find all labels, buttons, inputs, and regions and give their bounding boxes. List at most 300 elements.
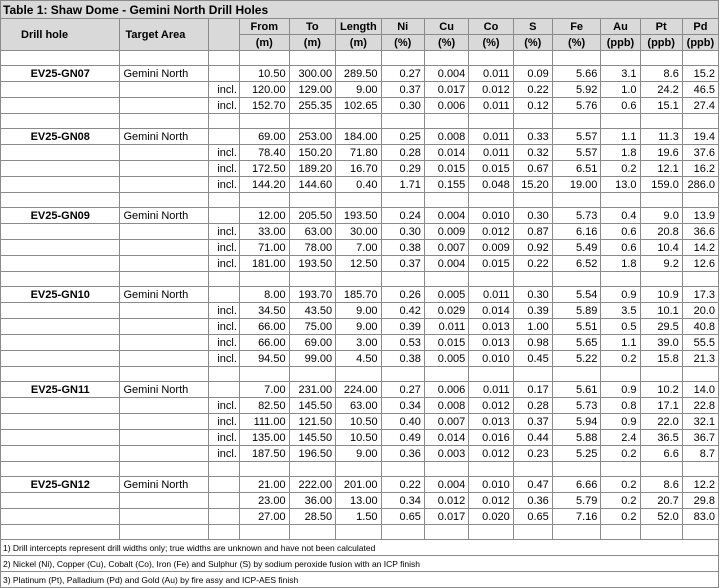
value-cu: 0.011 bbox=[424, 319, 468, 335]
table-row bbox=[1, 477, 719, 493]
spacer-cell bbox=[601, 114, 640, 129]
header-s-unit: (%) bbox=[513, 35, 552, 51]
spacer-cell bbox=[682, 193, 718, 208]
spacer-cell bbox=[640, 51, 682, 66]
value-cu: 0.005 bbox=[424, 287, 468, 303]
value-length: 9.00 bbox=[336, 319, 381, 335]
spacer-cell bbox=[552, 462, 601, 477]
value-s: 0.65 bbox=[513, 509, 552, 525]
value-length: 193.50 bbox=[336, 208, 381, 224]
value-to: 36.00 bbox=[289, 493, 336, 509]
table-row bbox=[1, 287, 719, 303]
value-ni: 0.40 bbox=[381, 414, 424, 430]
value-ni: 0.38 bbox=[381, 351, 424, 367]
value-length: 185.70 bbox=[336, 287, 381, 303]
value-from: 144.20 bbox=[239, 177, 289, 193]
spacer-row bbox=[1, 114, 719, 129]
spacer-cell bbox=[120, 462, 209, 477]
spacer-cell bbox=[289, 51, 336, 66]
incl-label: incl. bbox=[209, 161, 240, 177]
spacer-cell bbox=[239, 114, 289, 129]
value-pt: 8.6 bbox=[640, 477, 682, 493]
spacer-cell bbox=[469, 51, 513, 66]
drill-hole-id bbox=[1, 177, 120, 193]
drill-hole-id: EV25-GN11 bbox=[1, 382, 120, 398]
spacer-cell bbox=[120, 525, 209, 540]
target-area bbox=[120, 398, 209, 414]
value-pd: 37.6 bbox=[682, 145, 718, 161]
target-area bbox=[120, 256, 209, 272]
header-to-unit: (m) bbox=[289, 35, 336, 51]
spacer-row bbox=[1, 367, 719, 382]
spacer-row bbox=[1, 462, 719, 477]
spacer-cell bbox=[239, 193, 289, 208]
header-pd-unit: (ppb) bbox=[682, 35, 718, 51]
value-pd: 17.3 bbox=[682, 287, 718, 303]
value-to: 43.50 bbox=[289, 303, 336, 319]
table-row bbox=[1, 66, 719, 82]
target-area bbox=[120, 224, 209, 240]
value-cu: 0.009 bbox=[424, 224, 468, 240]
incl-label: incl. bbox=[209, 351, 240, 367]
target-area: Gemini North bbox=[120, 382, 209, 398]
target-area: Gemini North bbox=[120, 477, 209, 493]
drill-hole-id bbox=[1, 256, 120, 272]
value-from: 172.50 bbox=[239, 161, 289, 177]
drill-hole-id: EV25-GN12 bbox=[1, 477, 120, 493]
spacer-cell bbox=[120, 114, 209, 129]
spacer-cell bbox=[209, 114, 240, 129]
spacer-cell bbox=[289, 272, 336, 287]
value-length: 10.50 bbox=[336, 430, 381, 446]
value-co: 0.011 bbox=[469, 145, 513, 161]
value-au: 0.5 bbox=[601, 319, 640, 335]
table-row bbox=[1, 177, 719, 193]
value-to: 99.00 bbox=[289, 351, 336, 367]
incl-label: incl. bbox=[209, 256, 240, 272]
value-co: 0.011 bbox=[469, 287, 513, 303]
header-co: Co bbox=[469, 19, 513, 35]
value-au: 0.8 bbox=[601, 398, 640, 414]
spacer-cell bbox=[1, 272, 120, 287]
incl-label: incl. bbox=[209, 98, 240, 114]
spacer-cell bbox=[424, 272, 468, 287]
value-ni: 0.37 bbox=[381, 256, 424, 272]
spacer-cell bbox=[469, 367, 513, 382]
value-pt: 36.5 bbox=[640, 430, 682, 446]
value-cu: 0.007 bbox=[424, 240, 468, 256]
value-cu: 0.008 bbox=[424, 398, 468, 414]
spacer-cell bbox=[1, 51, 120, 66]
value-cu: 0.017 bbox=[424, 509, 468, 525]
value-co: 0.012 bbox=[469, 446, 513, 462]
spacer-cell bbox=[381, 525, 424, 540]
target-area: Gemini North bbox=[120, 208, 209, 224]
target-area bbox=[120, 82, 209, 98]
value-au: 0.2 bbox=[601, 509, 640, 525]
drill-hole-id bbox=[1, 161, 120, 177]
value-to: 69.00 bbox=[289, 335, 336, 351]
spacer-cell bbox=[552, 367, 601, 382]
drill-hole-id: EV25-GN07 bbox=[1, 66, 120, 82]
value-from: 66.00 bbox=[239, 335, 289, 351]
value-au: 0.4 bbox=[601, 208, 640, 224]
value-ni: 0.29 bbox=[381, 161, 424, 177]
spacer-cell bbox=[239, 462, 289, 477]
target-area bbox=[120, 446, 209, 462]
value-cu: 0.004 bbox=[424, 208, 468, 224]
value-to: 129.00 bbox=[289, 82, 336, 98]
spacer-cell bbox=[1, 462, 120, 477]
value-from: 135.00 bbox=[239, 430, 289, 446]
drill-hole-id bbox=[1, 398, 120, 414]
target-area bbox=[120, 161, 209, 177]
value-au: 0.9 bbox=[601, 382, 640, 398]
target-area bbox=[120, 351, 209, 367]
incl-label: incl. bbox=[209, 398, 240, 414]
drill-hole-id bbox=[1, 224, 120, 240]
value-fe: 5.66 bbox=[552, 66, 601, 82]
value-co: 0.013 bbox=[469, 335, 513, 351]
value-co: 0.012 bbox=[469, 398, 513, 414]
value-cu: 0.015 bbox=[424, 161, 468, 177]
value-pd: 14.2 bbox=[682, 240, 718, 256]
incl-label bbox=[209, 509, 240, 525]
spacer-cell bbox=[640, 367, 682, 382]
spacer-cell bbox=[682, 272, 718, 287]
value-length: 3.00 bbox=[336, 335, 381, 351]
value-pd: 12.6 bbox=[682, 256, 718, 272]
table-row bbox=[1, 414, 719, 430]
value-co: 0.048 bbox=[469, 177, 513, 193]
value-pd: 16.2 bbox=[682, 161, 718, 177]
table-row bbox=[1, 98, 719, 114]
value-co: 0.014 bbox=[469, 303, 513, 319]
value-to: 196.50 bbox=[289, 446, 336, 462]
value-length: 63.00 bbox=[336, 398, 381, 414]
value-from: 8.00 bbox=[239, 287, 289, 303]
header-incl-blank bbox=[209, 19, 240, 51]
incl-label: incl. bbox=[209, 446, 240, 462]
target-area bbox=[120, 335, 209, 351]
spacer-cell bbox=[640, 193, 682, 208]
spacer-cell bbox=[601, 367, 640, 382]
spacer-cell bbox=[239, 525, 289, 540]
spacer-cell bbox=[682, 462, 718, 477]
value-from: 23.00 bbox=[239, 493, 289, 509]
value-from: 82.50 bbox=[239, 398, 289, 414]
value-ni: 0.36 bbox=[381, 446, 424, 462]
value-pd: 29.8 bbox=[682, 493, 718, 509]
value-fe: 5.88 bbox=[552, 430, 601, 446]
spacer-cell bbox=[513, 114, 552, 129]
value-co: 0.012 bbox=[469, 493, 513, 509]
value-au: 0.6 bbox=[601, 98, 640, 114]
value-co: 0.009 bbox=[469, 240, 513, 256]
value-from: 33.00 bbox=[239, 224, 289, 240]
spacer-cell bbox=[640, 525, 682, 540]
value-length: 224.00 bbox=[336, 382, 381, 398]
value-s: 0.92 bbox=[513, 240, 552, 256]
spacer-cell bbox=[552, 51, 601, 66]
value-pd: 12.2 bbox=[682, 477, 718, 493]
spacer-cell bbox=[120, 51, 209, 66]
header-target-area: Target Area bbox=[120, 19, 209, 51]
spacer-cell bbox=[381, 272, 424, 287]
value-co: 0.012 bbox=[469, 224, 513, 240]
value-fe: 5.73 bbox=[552, 208, 601, 224]
spacer-cell bbox=[682, 525, 718, 540]
value-ni: 0.34 bbox=[381, 398, 424, 414]
value-pd: 46.5 bbox=[682, 82, 718, 98]
value-pt: 9.2 bbox=[640, 256, 682, 272]
value-pd: 15.2 bbox=[682, 66, 718, 82]
value-pd: 20.0 bbox=[682, 303, 718, 319]
spacer-cell bbox=[513, 462, 552, 477]
incl-label bbox=[209, 66, 240, 82]
value-fe: 6.51 bbox=[552, 161, 601, 177]
spacer-cell bbox=[552, 525, 601, 540]
value-from: 78.40 bbox=[239, 145, 289, 161]
spacer-cell bbox=[336, 525, 381, 540]
value-co: 0.011 bbox=[469, 66, 513, 82]
value-length: 13.00 bbox=[336, 493, 381, 509]
spacer-cell bbox=[601, 272, 640, 287]
spacer-cell bbox=[289, 525, 336, 540]
value-cu: 0.004 bbox=[424, 256, 468, 272]
value-to: 193.50 bbox=[289, 256, 336, 272]
spacer-cell bbox=[424, 114, 468, 129]
spacer-cell bbox=[601, 462, 640, 477]
header-s: S bbox=[513, 19, 552, 35]
header-length-unit: (m) bbox=[336, 35, 381, 51]
value-pd: 32.1 bbox=[682, 414, 718, 430]
value-to: 63.00 bbox=[289, 224, 336, 240]
table-row bbox=[1, 351, 719, 367]
value-to: 222.00 bbox=[289, 477, 336, 493]
value-from: 111.00 bbox=[239, 414, 289, 430]
value-to: 253.00 bbox=[289, 129, 336, 145]
value-au: 0.9 bbox=[601, 414, 640, 430]
target-area bbox=[120, 493, 209, 509]
spacer-cell bbox=[381, 367, 424, 382]
incl-label: incl. bbox=[209, 319, 240, 335]
spacer-cell bbox=[120, 193, 209, 208]
spacer-row bbox=[1, 272, 719, 287]
spacer-cell bbox=[552, 272, 601, 287]
header-co-unit: (%) bbox=[469, 35, 513, 51]
value-s: 0.33 bbox=[513, 129, 552, 145]
value-from: 7.00 bbox=[239, 382, 289, 398]
spacer-cell bbox=[239, 51, 289, 66]
value-pt: 10.9 bbox=[640, 287, 682, 303]
value-length: 102.65 bbox=[336, 98, 381, 114]
spacer-cell bbox=[1, 114, 120, 129]
value-s: 0.36 bbox=[513, 493, 552, 509]
value-cu: 0.014 bbox=[424, 145, 468, 161]
drill-hole-id: EV25-GN10 bbox=[1, 287, 120, 303]
value-length: 9.00 bbox=[336, 82, 381, 98]
value-s: 0.12 bbox=[513, 98, 552, 114]
table-title: Table 1: Shaw Dome - Gemini North Drill Holes bbox=[1, 1, 719, 19]
value-au: 0.2 bbox=[601, 477, 640, 493]
value-fe: 5.76 bbox=[552, 98, 601, 114]
value-co: 0.015 bbox=[469, 161, 513, 177]
value-ni: 0.38 bbox=[381, 240, 424, 256]
spacer-cell bbox=[239, 367, 289, 382]
spacer-cell bbox=[289, 367, 336, 382]
target-area bbox=[120, 430, 209, 446]
value-ni: 0.53 bbox=[381, 335, 424, 351]
value-to: 300.00 bbox=[289, 66, 336, 82]
value-s: 0.22 bbox=[513, 82, 552, 98]
value-pd: 36.7 bbox=[682, 430, 718, 446]
value-au: 0.2 bbox=[601, 446, 640, 462]
spacer-cell bbox=[424, 193, 468, 208]
incl-label bbox=[209, 208, 240, 224]
value-from: 71.00 bbox=[239, 240, 289, 256]
value-pd: 21.3 bbox=[682, 351, 718, 367]
drill-hole-id bbox=[1, 145, 120, 161]
value-co: 0.010 bbox=[469, 208, 513, 224]
value-s: 0.32 bbox=[513, 145, 552, 161]
value-fe: 5.73 bbox=[552, 398, 601, 414]
value-cu: 0.003 bbox=[424, 446, 468, 462]
table-row bbox=[1, 398, 719, 414]
drill-hole-id bbox=[1, 509, 120, 525]
value-ni: 0.27 bbox=[381, 66, 424, 82]
value-fe: 5.61 bbox=[552, 382, 601, 398]
value-pt: 29.5 bbox=[640, 319, 682, 335]
value-to: 231.00 bbox=[289, 382, 336, 398]
spacer-cell bbox=[513, 51, 552, 66]
spacer-cell bbox=[513, 193, 552, 208]
value-co: 0.013 bbox=[469, 319, 513, 335]
value-from: 120.00 bbox=[239, 82, 289, 98]
drill-hole-id bbox=[1, 335, 120, 351]
table-row bbox=[1, 493, 719, 509]
value-pt: 17.1 bbox=[640, 398, 682, 414]
footnote: 3) Platinum (Pt), Palladium (Pd) and Gold (Au) by fire assy and ICP-AES finish bbox=[1, 572, 719, 588]
table-row bbox=[1, 240, 719, 256]
value-to: 145.50 bbox=[289, 430, 336, 446]
value-from: 94.50 bbox=[239, 351, 289, 367]
value-cu: 0.017 bbox=[424, 82, 468, 98]
value-fe: 5.57 bbox=[552, 145, 601, 161]
value-fe: 5.54 bbox=[552, 287, 601, 303]
target-area bbox=[120, 177, 209, 193]
value-s: 0.17 bbox=[513, 382, 552, 398]
value-fe: 5.25 bbox=[552, 446, 601, 462]
value-to: 75.00 bbox=[289, 319, 336, 335]
value-fe: 7.16 bbox=[552, 509, 601, 525]
value-to: 121.50 bbox=[289, 414, 336, 430]
value-s: 0.87 bbox=[513, 224, 552, 240]
value-au: 1.8 bbox=[601, 145, 640, 161]
drill-hole-id: EV25-GN08 bbox=[1, 129, 120, 145]
table-row bbox=[1, 82, 719, 98]
spacer-cell bbox=[640, 114, 682, 129]
value-length: 289.50 bbox=[336, 66, 381, 82]
value-from: 27.00 bbox=[239, 509, 289, 525]
value-s: 0.28 bbox=[513, 398, 552, 414]
value-to: 189.20 bbox=[289, 161, 336, 177]
value-ni: 0.65 bbox=[381, 509, 424, 525]
value-au: 1.1 bbox=[601, 129, 640, 145]
value-from: 66.00 bbox=[239, 319, 289, 335]
value-fe: 6.52 bbox=[552, 256, 601, 272]
value-length: 184.00 bbox=[336, 129, 381, 145]
target-area bbox=[120, 509, 209, 525]
value-s: 0.30 bbox=[513, 287, 552, 303]
spacer-cell bbox=[239, 272, 289, 287]
header-au-unit: (ppb) bbox=[601, 35, 640, 51]
spacer-cell bbox=[381, 462, 424, 477]
spacer-cell bbox=[601, 193, 640, 208]
value-from: 10.50 bbox=[239, 66, 289, 82]
value-pt: 12.1 bbox=[640, 161, 682, 177]
value-au: 0.2 bbox=[601, 493, 640, 509]
value-fe: 5.79 bbox=[552, 493, 601, 509]
value-to: 193.70 bbox=[289, 287, 336, 303]
table-row bbox=[1, 430, 719, 446]
spacer-cell bbox=[601, 51, 640, 66]
value-length: 9.00 bbox=[336, 303, 381, 319]
spacer-cell bbox=[381, 193, 424, 208]
value-ni: 0.42 bbox=[381, 303, 424, 319]
value-to: 205.50 bbox=[289, 208, 336, 224]
value-pt: 10.2 bbox=[640, 382, 682, 398]
drill-hole-id: EV25-GN09 bbox=[1, 208, 120, 224]
value-cu: 0.006 bbox=[424, 382, 468, 398]
value-co: 0.015 bbox=[469, 256, 513, 272]
value-ni: 0.34 bbox=[381, 493, 424, 509]
value-ni: 0.30 bbox=[381, 224, 424, 240]
value-au: 3.5 bbox=[601, 303, 640, 319]
value-co: 0.011 bbox=[469, 382, 513, 398]
spacer-row bbox=[1, 51, 719, 66]
value-s: 15.20 bbox=[513, 177, 552, 193]
value-ni: 0.26 bbox=[381, 287, 424, 303]
drill-hole-id bbox=[1, 98, 120, 114]
spacer-cell bbox=[424, 525, 468, 540]
value-pt: 9.0 bbox=[640, 208, 682, 224]
value-ni: 0.37 bbox=[381, 82, 424, 98]
incl-label bbox=[209, 287, 240, 303]
value-to: 144.60 bbox=[289, 177, 336, 193]
value-cu: 0.004 bbox=[424, 66, 468, 82]
value-fe: 19.00 bbox=[552, 177, 601, 193]
value-from: 181.00 bbox=[239, 256, 289, 272]
value-au: 0.9 bbox=[601, 287, 640, 303]
incl-label: incl. bbox=[209, 82, 240, 98]
header-to: To bbox=[289, 19, 336, 35]
value-s: 0.67 bbox=[513, 161, 552, 177]
spacer-cell bbox=[469, 525, 513, 540]
value-co: 0.020 bbox=[469, 509, 513, 525]
header-au: Au bbox=[601, 19, 640, 35]
value-s: 0.37 bbox=[513, 414, 552, 430]
incl-label: incl. bbox=[209, 145, 240, 161]
spacer-cell bbox=[469, 193, 513, 208]
value-length: 4.50 bbox=[336, 351, 381, 367]
value-length: 10.50 bbox=[336, 414, 381, 430]
spacer-row bbox=[1, 193, 719, 208]
value-pd: 55.5 bbox=[682, 335, 718, 351]
target-area bbox=[120, 145, 209, 161]
value-to: 255.35 bbox=[289, 98, 336, 114]
incl-label: incl. bbox=[209, 414, 240, 430]
